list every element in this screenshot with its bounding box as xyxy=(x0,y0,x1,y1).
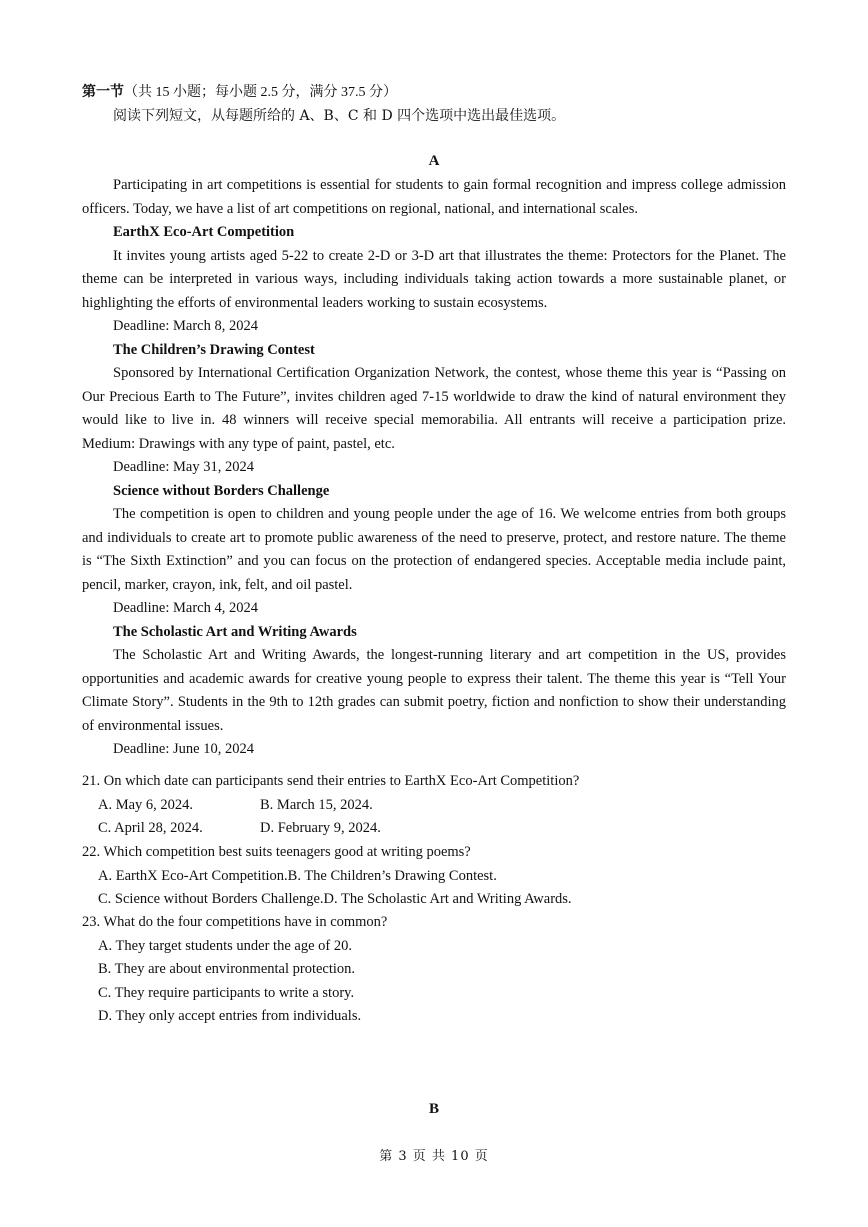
option-line: A. EarthX Eco-Art Competition.B. The Children’s Drawing Contest. xyxy=(98,867,497,884)
option-d: D. February 9, 2024. xyxy=(260,820,381,836)
instruction: 阅读下列短文，从每题所给的 A、B、C 和 D 四个选项中选出最佳选项。 xyxy=(113,108,566,124)
competition-heading: Science without Borders Challenge xyxy=(113,482,330,499)
passage-paragraph: Participating in art competitions is essential for students to gain formal recognition and impress college admission officers. Today, we have a list of art competitions on regional, national, and international scales. xyxy=(82,177,786,217)
question-stem: 21. On which date can participants send their entries to EarthX Eco-Art Competition? xyxy=(82,773,580,789)
option-c: C. April 28, 2024. xyxy=(98,820,203,836)
passage-paragraph: It invites young artists aged 5-22 to create 2-D or 3-D art that illustrates the theme: Protectors for the Planet. The theme can be interpreted in various ways, including individuals taking action towards a more sustainable planet, or highlighting the efforts of environmental leaders working to sustain ecosystems. xyxy=(82,247,786,311)
option-c: C. They require participants to write a story. xyxy=(98,984,355,1001)
passage-paragraph: Deadline: May 31, 2024 xyxy=(113,459,254,475)
passage-paragraph: Deadline: June 10, 2024 xyxy=(113,741,254,757)
passage-paragraph: The Scholastic Art and Writing Awards, the longest-running literary and art competition in the US, provides opportunities and academic awards for creative young people to express their talent. The theme this year is “Tell Your Climate Story”. Students in the 9th to 12th grades can submit poetry, fiction and nonfiction to show their understanding of environmental issues. xyxy=(82,647,786,734)
section-header xyxy=(82,82,397,103)
page-footer: 第 3 页 共 10 页 xyxy=(379,1149,489,1164)
passage-paragraph: Deadline: March 8, 2024 xyxy=(113,318,258,334)
section-title: 第一节 xyxy=(82,84,124,100)
passage-a-label: A xyxy=(428,153,440,169)
option-line: C. Science without Borders Challenge.D. The Scholastic Art and Writing Awards. xyxy=(98,891,572,907)
question-stem: 23. What do the four competitions have in common? xyxy=(82,914,388,930)
question-21 xyxy=(82,770,802,841)
competition-heading: The Children’s Drawing Contest xyxy=(113,341,315,358)
passage-paragraph: Deadline: March 4, 2024 xyxy=(113,600,258,616)
question-stem: 22. Which competition best suits teenagers good at writing poems? xyxy=(82,844,471,860)
options-row xyxy=(98,794,802,818)
competition-heading: The Scholastic Art and Writing Awards xyxy=(113,623,357,640)
question-22 xyxy=(82,841,802,912)
option-a: A. They target students under the age of 20. xyxy=(98,937,352,954)
option-a: A. May 6, 2024. xyxy=(98,796,194,813)
passage-paragraph: The competition is open to children and young people under the age of 16. We welcome entries from both groups and individuals to create art to promote public awareness of the need to preserve, protect, and restore nature. The theme is “The Sixth Extinction” and you can focus on the protection of endangered species. Acceptable media include paint, pencil, marker, crayon, ink, felt, and oil pastel. xyxy=(82,506,786,593)
option-b: B. March 15, 2024. xyxy=(260,796,373,813)
passage-paragraph: Sponsored by International Certification Organization Network, the contest, whose theme this year is “Passing on Our Precious Earth to The Future”, invites children aged 7-15 worldwide to draw the kind of natural environment they would like to live in. 48 winners will receive special memorabilia. All entrants will receive a participation prize. Medium: Drawings with any type of paint, pastel, etc. xyxy=(82,365,786,452)
passage-a-body xyxy=(82,174,786,762)
options-row xyxy=(98,817,802,841)
passage-b-label: B xyxy=(428,1101,439,1117)
option-b: B. They are about environmental protection. xyxy=(98,961,356,977)
question-23 xyxy=(82,911,802,1029)
option-d: D. They only accept entries from individuals. xyxy=(98,1008,362,1024)
competition-heading: EarthX Eco-Art Competition xyxy=(113,224,295,240)
section-detail: （共 15 小题；每小题 2.5 分，满分 37.5 分） xyxy=(124,85,397,100)
